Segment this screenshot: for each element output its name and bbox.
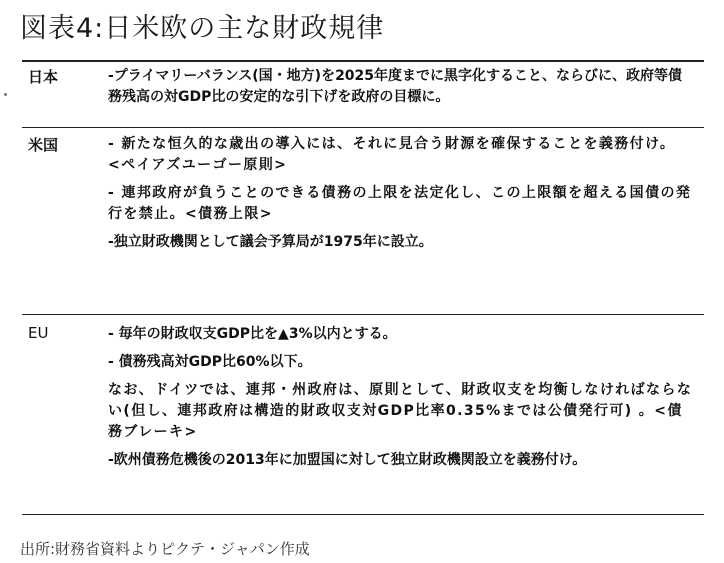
policy-item: - 毎年の財政収支GDP比を▲3%以内とする。 (108, 326, 397, 342)
policy-item: -独立財政機関として議会予算局が1975年に設立。 (108, 234, 433, 250)
policy-item: -欧州債務危機後の2013年に加盟国に対して独立財政機関設立を義務付け。 (108, 452, 587, 468)
policy-list-japan (108, 66, 694, 115)
policy-list-eu (108, 324, 694, 478)
row-divider (22, 127, 704, 128)
table-bottom-rule (22, 514, 704, 515)
table-top-rule (22, 60, 704, 62)
policy-list-us (108, 134, 694, 260)
region-label-us: 米国 (28, 136, 59, 154)
policy-item: -プライマリーバランス(国・地方)を2025年度までに黒字化すること、ならびに、政府等債務残高の対GDP比の安定的な引下げを政府の目標に。 (108, 68, 683, 105)
policy-item: - 新たな恒久的な歳出の導入には、それに見合う財源を確保することを義務付け。 <ペイアズユーゴー原則> (108, 136, 676, 173)
region-label-japan: 日本 (28, 68, 59, 86)
policy-item: - 連邦政府が負うことのできる債務の上限を法定化し、この上限額を超える国債の発行を禁止。<債務上限> (108, 185, 692, 222)
policy-item: なお、ドイツでは、連邦・州政府は、原則として、財政収支を均衡しなければならない(但し、連邦政府は構造的財政収支対GDP比率0.35%までは公債発行可) 。<債務ブレーキ> (108, 382, 693, 440)
margin-mark (4, 93, 7, 96)
region-label-eu: EU (28, 324, 49, 342)
policy-item: - 債務残高対GDP比60%以下。 (108, 354, 312, 370)
source-note: 出所:財務省資料よりピクテ・ジャパン作成 (20, 540, 310, 558)
page-title: 図表4:日米欧の主な財政規律 (20, 13, 385, 44)
row-divider (22, 314, 704, 315)
